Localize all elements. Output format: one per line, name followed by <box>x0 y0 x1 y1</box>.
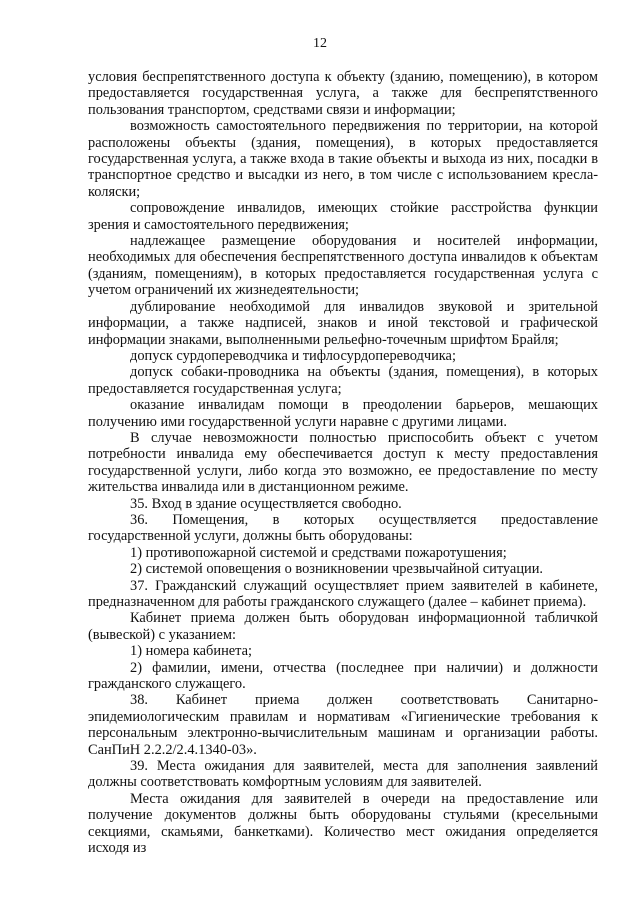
paragraph-14: 37. Гражданский служащий осуществляет прием заявителей в кабинете, предназначенном для работы гражданского служащего (далее – кабинет приема). <box>88 577 598 610</box>
paragraph-6: допуск сурдопереводчика и тифлосурдопереводчика; <box>130 347 456 364</box>
paragraph-20: Места ожидания для заявителей в очереди на предоставление или получение документов должны быть оборудованы стульями (кресельными секциями, скамьями, банкетками). Количество мест ожидания определяется исходя из <box>88 790 598 857</box>
paragraph-8: оказание инвалидам помощи в преодолении барьеров, мешающих получению ими государственной услуги наравне с другими лицами. <box>88 397 598 430</box>
paragraph-10: 35. Вход в здание осуществляется свободно. <box>130 495 402 512</box>
paragraph-17: 2) фамилии, имени, отчества (последнее при наличии) и должности гражданского служащего. <box>88 659 598 693</box>
paragraph-9: В случае невозможности полностью приспособить объект с учетом потребности инвалида ему обеспечивается доступ к месту предоставления государственной услуги, либо когда это возможно, ее предоставление по месту жительства инвалида или в дистанционном режиме. <box>88 429 598 496</box>
paragraph-7: допуск собаки-проводника на объекты (здания, помещения), в которых предоставляется государственная услуга; <box>88 364 598 397</box>
paragraph-13: 2) системой оповещения о возникновении чрезвычайной ситуации. <box>130 561 544 578</box>
document-body <box>88 69 598 857</box>
paragraph-19: 39. Места ожидания для заявителей, места для заполнения заявлений должны соответствовать комфортным условиям для заявителей. <box>88 758 598 791</box>
paragraph-3: сопровождение инвалидов, имеющих стойкие расстройства функции зрения и самостоятельного передвижения; <box>88 200 598 233</box>
paragraph-2: возможность самостоятельного передвижения по территории, на которой расположены объекты (здания, помещения), в которых предоставляется государственная услуга, а также входа в такие объекты и выхода из них, посадки в транспортное средство и высадки из него, в том числе с использованием кресла-коляски; <box>88 118 598 200</box>
paragraph-15: Кабинет приема должен быть оборудован информационной табличкой (вывеской) с указанием: <box>88 610 598 643</box>
page-number: 12 <box>313 36 327 51</box>
paragraph-18: 38. Кабинет приема должен соответствовать Санитарно-эпидемиологическим правилам и нормативам «Гигиенические требования к персональным электронно-вычислительным машинам и организации работы. СанПиН 2.2.2/2.4.1340-03». <box>88 692 598 758</box>
paragraph-1: условия беспрепятственного доступа к объекту (зданию, помещению), в котором предоставляется государственная услуга, а также для беспрепятственного пользования транспортом, средствами связи и информации; <box>88 69 598 118</box>
paragraph-16: 1) номера кабинета; <box>130 643 253 660</box>
paragraph-12: 1) противопожарной системой и средствами пожаротушения; <box>130 544 507 561</box>
paragraph-5: дублирование необходимой для инвалидов звуковой и зрительной информации, а также надписей, знаков и иной текстовой и графической информации знаками, выполненными рельефно-точечным шрифтом Брайля; <box>88 298 598 348</box>
paragraph-11: 36. Помещения, в которых осуществляется предоставление государственной услуги, должны быть оборудованы: <box>88 511 598 545</box>
paragraph-4: надлежащее размещение оборудования и носителей информации, необходимых для обеспечения беспрепятственного доступа инвалидов к объектам (зданиям, помещениям), в которых предоставляется государственная услуга с учетом ограничений их жизнедеятельности; <box>88 233 598 299</box>
